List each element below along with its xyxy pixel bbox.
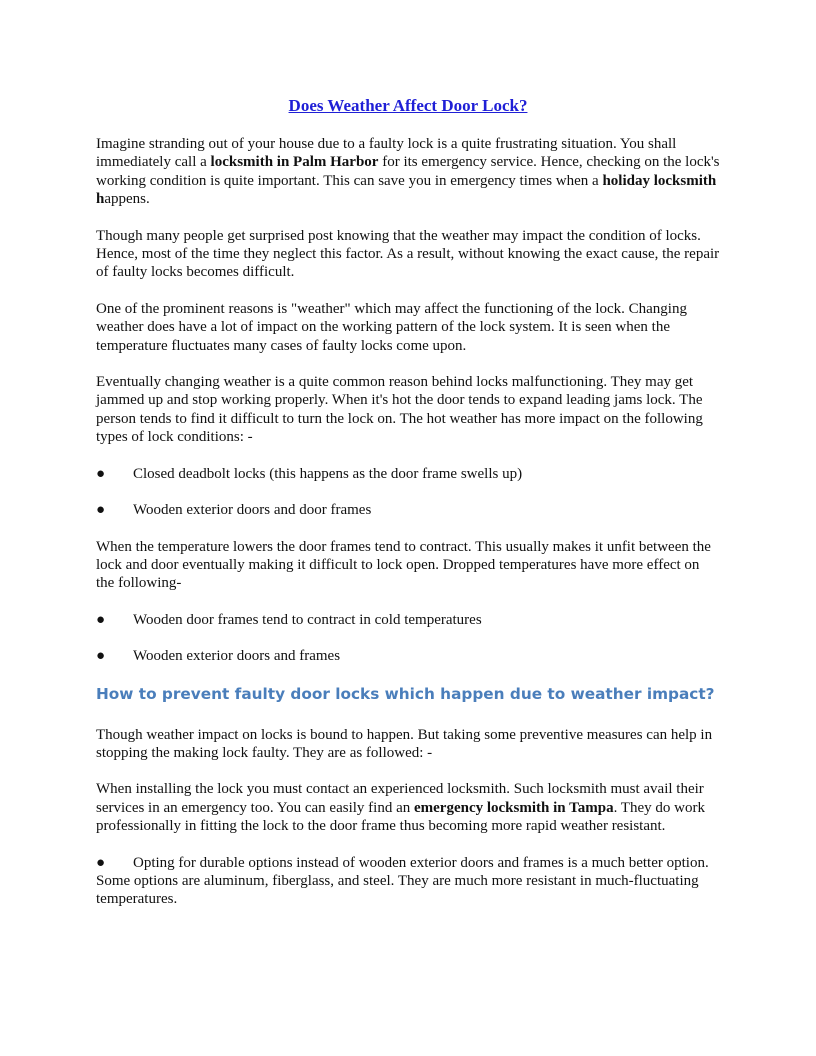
list-item — [96, 501, 720, 519]
paragraph-preventive: Though weather impact on locks is bound to happen. But taking some preventive measures can help in stopping the making lock faulty. They are as followed: - — [96, 726, 713, 761]
list-item — [96, 465, 720, 483]
installation-text-1: When installing the lock you must contact an experienced locksmith. Such locksmith must avail their services in an emergency too. You can easily find an — [96, 781, 704, 816]
paragraph-installation — [96, 780, 720, 835]
installation-text-2: . They do work professionally in fitting the lock to the door frame thus becoming more rapid weather resistant. — [96, 799, 705, 835]
holiday-locksmith-keyword: holiday locksmith h — [96, 172, 717, 208]
list-item — [96, 611, 720, 629]
list-item-text: Wooden door frames tend to contract in cold temperatures — [133, 611, 482, 628]
bullet-icon: ● — [96, 502, 106, 519]
list-item-text: Wooden exterior doors and door frames — [133, 502, 372, 519]
section-heading: How to prevent faulty door locks which happen due to weather impact? — [96, 684, 715, 703]
palm-harbor-keyword: locksmith in Palm Harbor — [210, 154, 379, 171]
list-item-text: Opting for durable options instead of wooden exterior doors and frames is a much better option. Some options are aluminum, fiberglass, and steel. They are much more resistant in much-fluctuating temperatures. — [96, 854, 709, 908]
document-page — [96, 95, 720, 927]
paragraph-surprise: Though many people get surprised post knowing that the weather may impact the condition of locks. Hence, most of the time they neglect this factor. As a result, without knowing the exact cause, the repair of faulty locks becomes difficult. — [96, 227, 720, 281]
list-item-text: Closed deadbolt locks (this happens as the door frame swells up) — [133, 465, 523, 482]
paragraph-hot-weather: Eventually changing weather is a quite common reason behind locks malfunctioning. They may get jammed up and stop working properly. When it's hot the door tends to expand leading jams lock. The person tends to find it difficult to turn the lock on. The hot weather has more impact on the following types of lock conditions: - — [96, 374, 703, 446]
list-item — [96, 854, 720, 909]
intro-paragraph — [96, 135, 720, 209]
page-title — [96, 95, 720, 117]
paragraph-cold-weather: When the temperature lowers the door frames tend to contract. This usually makes it unfit between the lock and door eventually making it difficult to lock open. Dropped temperatures have more effect on the following- — [96, 538, 711, 592]
paragraph-weather-reason: One of the prominent reasons is "weather" which may affect the functioning of the lock. Changing weather does have a lot of impact on the working pattern of the lock system. It is seen when the temperature fluctuates many cases of faulty locks come upon. — [96, 300, 687, 354]
tampa-keyword: emergency locksmith in Tampa — [413, 799, 614, 816]
title-link[interactable]: Does Weather Affect Door Lock? — [288, 96, 528, 115]
bullet-icon: ● — [96, 465, 106, 482]
bullet-icon: ● — [96, 611, 106, 628]
bullet-icon: ● — [96, 854, 106, 871]
intro-text-3: appens. — [104, 191, 150, 208]
list-item — [96, 647, 720, 665]
list-item-text: Wooden exterior doors and frames — [133, 648, 341, 665]
intro-text-2: for its emergency service. Hence, checking on the lock's working condition is quite important. This can save you in emergency times when a — [96, 154, 720, 189]
intro-text-1: Imagine stranding out of your house due to a faulty lock is a quite frustrating situation. You shall immediately call a — [96, 136, 677, 171]
bullet-icon: ● — [96, 648, 106, 665]
